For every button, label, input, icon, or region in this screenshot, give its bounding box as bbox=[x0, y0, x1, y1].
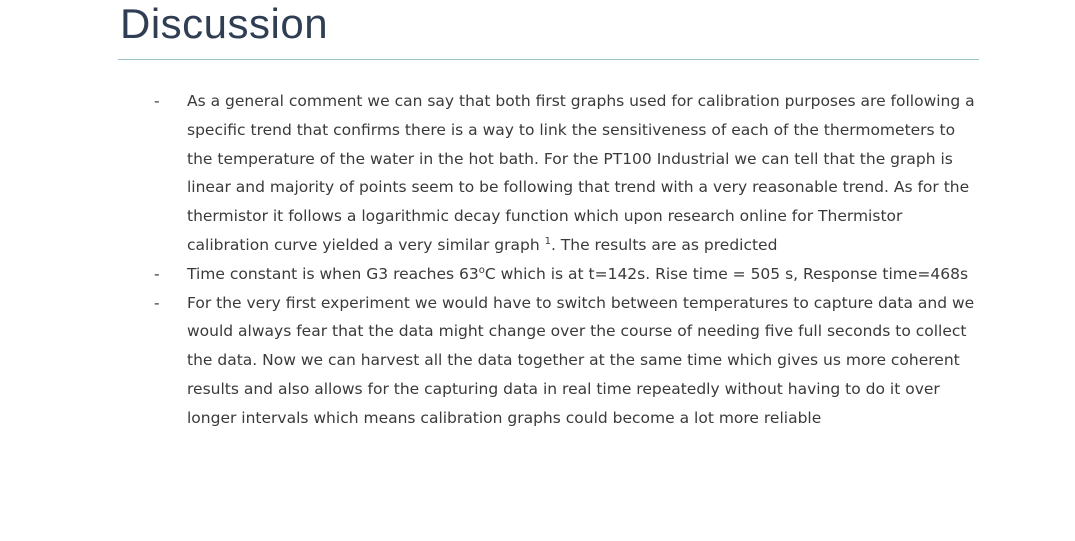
list-item-text-tail: C which is at t=142s. Rise time = 505 s, Response time=468s bbox=[484, 264, 969, 283]
discussion-list bbox=[150, 87, 980, 433]
list-item-text bbox=[187, 87, 980, 260]
list-bullet: - bbox=[154, 293, 160, 312]
list-item-text-tail: . The results are as predicted bbox=[550, 235, 778, 254]
title-divider bbox=[118, 59, 979, 60]
list-item bbox=[150, 260, 980, 289]
footnote-marker: 1 bbox=[544, 235, 551, 247]
list-item-text: For the very first experiment we would have to switch between temperatures to capture data and we would always fear that the data might change over the course of needing five full seconds to collect the data. Now we can harvest all the data together at the same time which gives us more coherent results and also allows for the capturing data in real time repeatedly without having to do it over longer intervals which means calibration graphs could become a lot more reliable bbox=[187, 293, 975, 427]
degree-marker: o bbox=[478, 264, 485, 276]
list-item-text-main: As a general comment we can say that both first graphs used for calibration purposes are following a specific trend that confirms there is a way to link the sensitiveness of each of the thermometers to the temperature of the water in the hot bath. For the PT100 Industrial we can tell that the graph is linear and majority of points seem to be following that trend with a very reasonable trend. As for the thermistor it follows a logarithmic decay function which upon research online for Thermistor calibration curve yielded a very similar graph bbox=[187, 92, 975, 254]
list-item bbox=[150, 87, 980, 260]
list-bullet: - bbox=[154, 92, 160, 110]
list-item-text-main: Time constant is when G3 reaches 63 bbox=[187, 264, 479, 283]
page-title: Discussion bbox=[120, 0, 329, 47]
list-item-text bbox=[187, 260, 980, 289]
list-bullet: - bbox=[154, 264, 160, 283]
list-item bbox=[150, 289, 980, 433]
